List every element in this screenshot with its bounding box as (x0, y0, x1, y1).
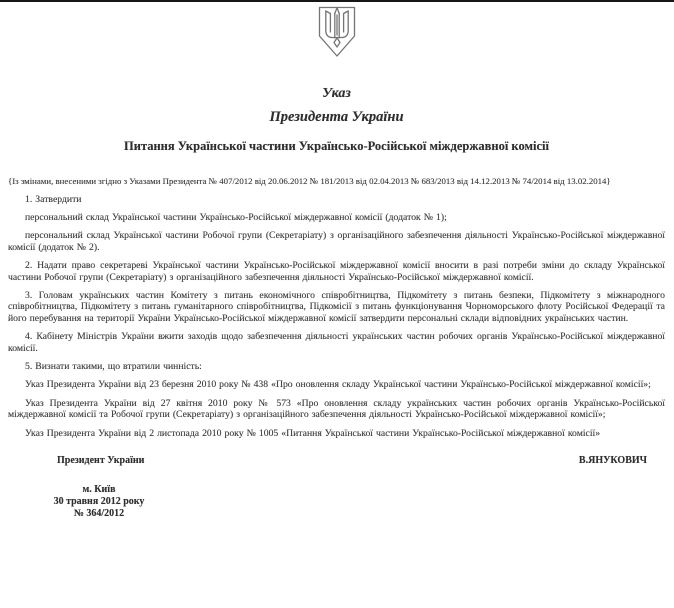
decree-paragraph: 5. Визнати такими, що втратили чинність: (25, 360, 202, 372)
decree-paragraph: персональний склад Української частини Робочої групи (Секретаріату) з організаційного забезпечення діяльності Українсько-Російської міждержавної комісії (додаток № 2). (8, 230, 665, 253)
coat-of-arms-container (8, 0, 665, 58)
issuance-place: м. Київ (82, 484, 116, 495)
decree-body (8, 194, 665, 440)
decree-paragraph: персональний склад Української частини Українсько-Російської міждержавної комісії (додаток № 1); (25, 211, 447, 223)
decree-paragraph: Указ Президента України від 2 листопада 2010 року № 1005 «Питання Української частини Українсько-Російської міждержавної комісії» (25, 427, 601, 439)
issuance-date: 30 травня 2012 року (53, 495, 145, 507)
decree-heading (8, 86, 665, 154)
decree-paragraph: Указ Президента України від 23 березня 2010 року № 438 «Про оновлення складу Української частини Українсько-Російської міждержавної комісії»; (25, 379, 651, 391)
decree-paragraph: 1. Затвердити (25, 193, 82, 205)
decree-title: Питання Української частини Українсько-Російської міждержавної комісії (124, 139, 549, 153)
amendment-note: {Із змінами, внесеними згідно з Указами Президента № 407/2012 від 20.06.2012 № 181/2013 від 02.04.2013 № 683/2013 від 14.12.2013 № 74/2014 від 13.02.2014} (8, 176, 611, 186)
decree-paragraph: Указ Президента України від 27 квітня 2010 року № 573 «Про оновлення складу українських частин робочих органів Українсько-Російської міждержавної комісії та Робочої групи (Секретаріату) з організаційного забезпечення діяльності Українсько-Російської міждержавної комісії»; (8, 397, 665, 421)
decree-paragraph: 2. Надати право секретареві Української частини Українсько-Російської міждержавної комісії вносити в разі потреби зміни до складу Української частини Робочої групи (Секретаріату) з організаційного забезпечення діяльності Українсько-Російської міждержавної комісії. (8, 260, 665, 283)
signatory-name: В.ЯНУКОВИЧ (578, 455, 647, 466)
decree-type-word: Указ (322, 86, 351, 101)
signatory-title: Президент України (57, 455, 145, 466)
decree-issuer: Президента України (269, 109, 404, 125)
decree-paragraph: 4. Кабінету Міністрів України вжити заходів щодо забезпечення діяльності українських частин робочих органів Українсько-Російської міждержавної комісії. (8, 331, 665, 354)
signature-row (8, 455, 665, 467)
ukraine-trident-emblem-icon (314, 6, 360, 58)
issuance-number: № 364/2012 (73, 507, 125, 519)
scan-artifact-top-edge (0, 0, 674, 2)
decree-paragraph: 3. Головам українських частин Комітету з питань економічного співробітництва, Підкомітету з питань безпеки, Підкомітету з міжнародного співробітництва, Підкомітету з питань гуманітарного співробітництва, Підкомісії з питань функціонування Чорноморського флоту Російської Федерації та його перебування на території України Українсько-Російської міждержавної комісії затвердити персональні склади відповідних українських частин. (8, 289, 665, 324)
issuance-block (38, 484, 160, 519)
